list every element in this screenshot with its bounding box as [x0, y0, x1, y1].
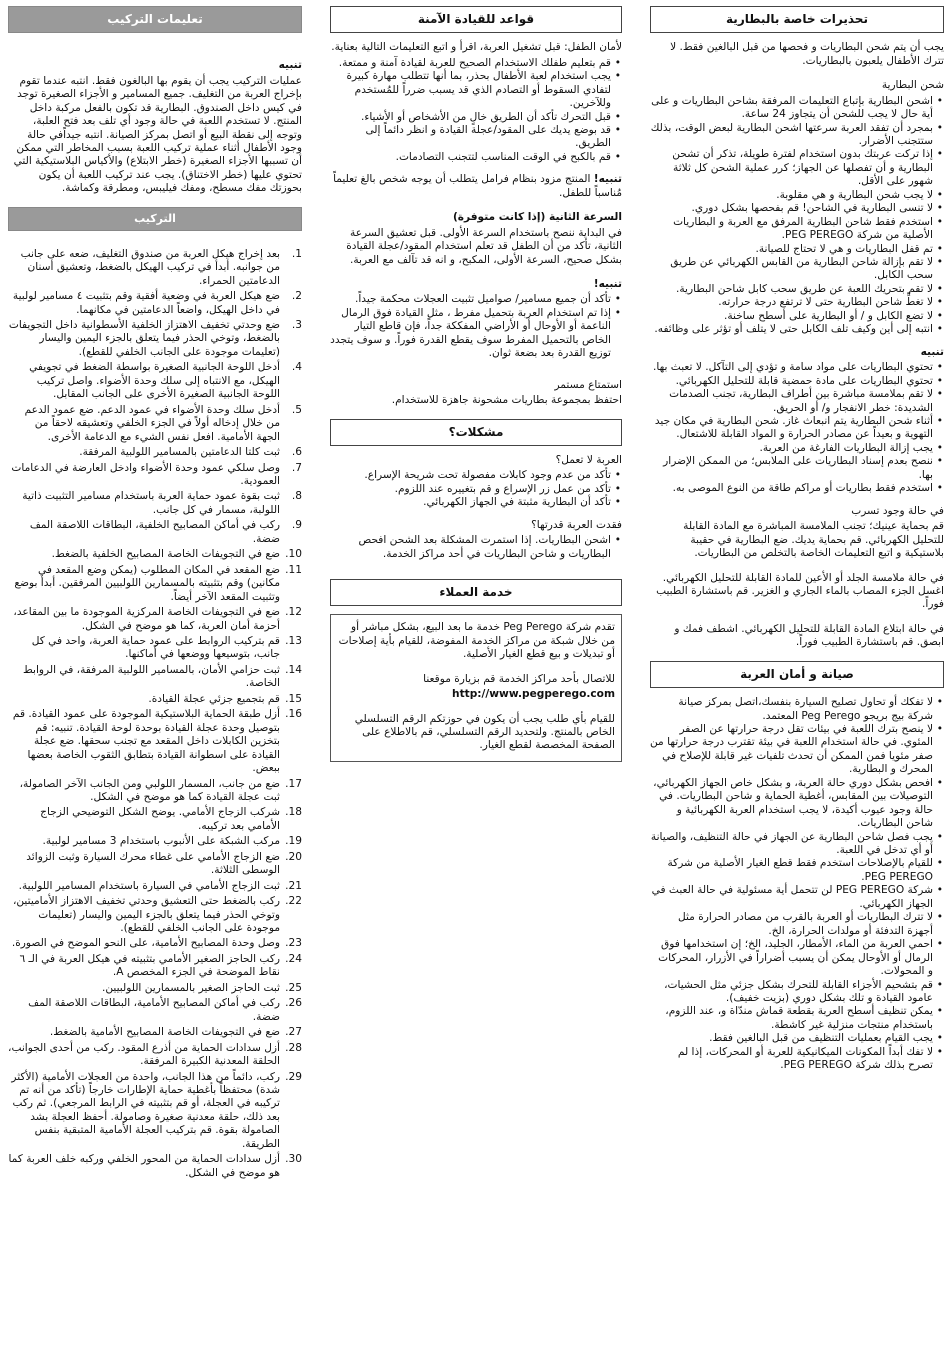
list-item: • تأكد من عمل زر الإسراع و قم بتغييره عند اللزوم.	[330, 483, 611, 496]
step-number: 3.	[291, 319, 302, 331]
step-number: 1.	[291, 247, 302, 260]
step-number: 28.	[285, 1041, 302, 1054]
list-item: • انتبه إلى أين وكيف تلف الكابل حتى لا يتلف أو تؤثر على وظائفه.	[650, 323, 933, 336]
skin-contact-text: في حالة ملامسة الجلد أو الأعين للمادة القابلة للتحليل الكهربائي. اغسل الجزء المصاب بالماء الجاري و الغزير. قم باستشارة الطبيب فوراً.	[656, 571, 944, 611]
list-item: • قم بتعليم طفلك الاستخدام الصحيح للعربة لقيادة آمنة و ممتعة.	[330, 57, 611, 70]
assembly-step	[8, 490, 302, 517]
list-item: • يمكن تنظيف أسطح العربة بقطعة قماش مندّاة و، عند اللزوم، باستخدام منتجات منزلية غير كاشطة.	[650, 1005, 933, 1032]
list-item: • تم قفل البطاريات و هي لا تحتاج للصيانة.	[650, 243, 933, 256]
problem-question-2: فقدت العربة قدرتها؟	[531, 518, 622, 531]
assembly-step	[8, 361, 302, 401]
list-item: • للقيام بالإصلاحات استخدم فقط قطع الغيار الأصلية من شركة PEG PEREGO.	[650, 857, 933, 884]
step-text: مركب الشبكة على الأنبوب باستخدام 3 مسامير لولبية.	[42, 835, 280, 848]
list-item: • لا تقم بإزالة شاحن البطارية من القابس الكهربائي عن طريق سحب الكابل.	[650, 256, 933, 283]
list-item: • تأكد أن البطارية مثبتة في الجهاز الكهربائي.	[330, 496, 611, 509]
assembly-step	[8, 290, 302, 317]
column-assembly	[8, 6, 302, 1182]
step-text: ثبت الزجاج الأمامي في السيارة باستخدام المسامير اللولبية.	[18, 879, 280, 892]
problem-list-1	[330, 469, 622, 509]
section-header-battery: تحذيرات خاصة بالبطارية	[650, 6, 944, 33]
leak-text: قم بحماية عينيك؛ تجنب الملامسة المباشرة مع المادة القابلة للتحليل الكهربائي. قم بحماية يديك. ضع البطارية في حقيبة بلاستيكية و اتبع التعليمات الخاصة بالتخلص من البطاريات.	[683, 520, 944, 560]
list-item: • إذا تم استخدام العربة بتحميل مفرط ، مثل القيادة فوق الرمال الناعمة أو الأوحال أو الأراضي المفككة جداً، فإن قاطع التيار الخاص بالتحميل المفرط سوف يقطع القدرة فوراً. و سوف يتجدد توزيع القدرة بعد بضعة ثوان.	[330, 307, 611, 361]
step-text: ثبت الحاجز الصغير بالمسمارين اللولبيين.	[101, 981, 280, 994]
step-number: 14.	[285, 663, 302, 676]
website-link[interactable]: http://www.pegperego.com	[452, 688, 615, 701]
list-item: • لا يجب شحن البطارية و هي مقلوبة.	[650, 189, 933, 202]
assembly-step	[8, 778, 302, 805]
assembly-step	[8, 1071, 302, 1152]
assembly-step	[8, 1153, 302, 1180]
step-text: بعد إخراج هيكل العربة من صندوق التغليف، ضعه على جانب من جوانبه. أبدأ في تركيب الهيكل بالضغط، وتعشيق أسنان الدعامتين الحمراء.	[20, 247, 280, 287]
list-item: • قد بوضع يديك على المقود/عجلة القيادة و انظر دائماً إلى الطريق.	[330, 124, 611, 151]
step-text: وصل سلكي عمود وحدة الأضواء وادخل العارضة في الدعامات العمودية.	[11, 461, 280, 487]
assembly-step	[8, 664, 302, 691]
service-text-1: تقدم شركة Peg Perego خدمة ما بعد البيع، بشكل مباشر أو من خلال شبكة من مراكز الخدمة المفوضة، للقيام بأية إصلاحات أو تبديلات و بيع قطع الغيار الأصلية.	[338, 621, 615, 661]
continuous-fun-title: استمتاع مستمر	[554, 378, 622, 391]
assembly-step	[8, 606, 302, 633]
step-text: ضع وحدتي تخفيف الاهتزاز الخلفية الأسطوانية داخل التجويفات بالضغط، وتوخي الحذر فيما يتعلق بالجزء اليمين واليسار (تعليمات موجودة على الجانب الخلفي للقطع).	[8, 319, 280, 358]
step-number: 24.	[285, 952, 302, 965]
brake-note-label: تنبيه!	[593, 173, 622, 186]
step-number: 22.	[285, 895, 302, 908]
step-number: 4.	[291, 361, 302, 374]
step-text: ثبت كلتا الدعامتين بالمسامير اللولبية المرفقة.	[79, 446, 280, 459]
problem-question-1: العربة لا تعمل؟	[555, 453, 622, 466]
list-item: • يجب إزالة البطاريات الفارغة من العربة.	[650, 442, 933, 455]
section-header-problems: مشكلات؟	[330, 419, 622, 446]
section-header-assembly-instructions: تعليمات التركيب	[8, 6, 302, 33]
list-item: • تحتوي البطاريات على مادة حمضية قابلة للتحليل الكهربائي.	[650, 375, 933, 388]
battery-intro: يجب أن يتم شحن البطاريات و فحصها من قبل البالغين فقط. لا تترك الأطفال يلعبون بالبطاريات.	[670, 41, 944, 67]
battery-warning-list	[650, 361, 944, 496]
assembly-step	[8, 635, 302, 662]
safe-driving-intro: لأمان الطفل: قبل تشغيل العربة، اقرأ و اتبع التعليمات التالية بعناية.	[331, 41, 622, 54]
assembly-step	[8, 1042, 302, 1069]
mid-warning-list	[330, 293, 622, 360]
step-text: ضع في التجويفات الخاصة المصابيح الخلفية بالضغط.	[51, 548, 280, 561]
step-text: ضع هيكل العربة في وضعية أفقية وقم بتثبيت ٤ مسامير لولبية في داخل الهيكل، واضعاً الدعامتين في مكانهما.	[12, 290, 280, 316]
list-item: • يجب فصل شاحن البطارية عن الجهاز في حالة التنظيف، والصيانة أو أي تدخل في اللعبة.	[650, 831, 933, 858]
list-item: • اشحن البطارية بإتباع التعليمات المرفقة بشاحن البطاريات و على أية حال لا يجب للشحن أن يتجاوز 24 ساعة.	[650, 95, 933, 122]
step-number: 19.	[285, 835, 302, 848]
assembly-step	[8, 895, 302, 935]
step-number: 2.	[291, 290, 302, 303]
assembly-warning-text: عمليات التركيب يجب أن يقوم بها البالغون فقط. انتبه عندما تقوم بإخراج العربة من التغليف. جميع المسامير و الأجزاء الصغيرة توجد في كيس داخل الصندوق. البطارية قد تكون بالفعل مركبة داخل المنتج. لا تستخدم اللعبة في حالة وجود أي تلف بعد فتح العلبة، وتوجه إلى نقطة البيع أو اتصل بمركز الصيانة. انتبه جيداًفي حالة وجود الأطفال أثناء عملية تركيب اللعبة بسبب المخاطر التي ممكن أن تسببها الأجزاء الصغيرة (خطر الابتلاع) والأكياس البلاستيكية التي تحتوي عليها (خطر الاختناق). يجب عند تركيب اللعبة أن يكون بحوزتك مفك مسطح، ومفك فيليبس، ومطرقة وكماشة.	[13, 74, 302, 195]
list-item: • لا تقم بتحريك اللعبة عن طريق سحب كابل شاحن البطارية.	[650, 283, 933, 296]
assembly-warning-title: تنبيه	[278, 59, 302, 72]
step-number: 26.	[285, 997, 302, 1010]
assembly-step	[8, 564, 302, 604]
list-item: • لا تقم بملامسة مباشرة بين أطراف البطارية، تجنب الصدمات الشديدة: خطر الانفجار و/ أو الحريق.	[650, 388, 933, 415]
list-item: • قبل التحرك تأكد أن الطريق خالٍ من الأشخاص أو الأشياء.	[330, 111, 611, 124]
step-number: 13.	[285, 634, 302, 647]
column-battery	[650, 6, 944, 1073]
customer-service-box	[330, 614, 622, 762]
service-text-2: للاتصال بأحد مراكز الخدمة قم بزيارة موقعنا	[423, 672, 615, 685]
brake-note	[330, 173, 622, 200]
step-number: 10.	[285, 548, 302, 561]
brake-note-text: المنتج مزود بنظام فرامل يتطلب أن يوجه شخص بالغ تعليماً مُناسباً للطفل.	[333, 173, 622, 199]
list-item: • ننصح بعدم إسناد البطاريات على الملابس؛ من الممكن الإضرار بها.	[650, 455, 933, 482]
service-text-3: للقيام بأي طلب يجب أن يكون في حوزتكم الرقم التسلسلي الخاص بالمنتج. ولتحديد الرقم التسلسلي، قم بالاطلاع على الصفحة المخصصة لقطع الغيار.	[354, 712, 615, 752]
step-text: شركب الزجاج الأمامي. يوضح الشكل التوضيحي الزجاج الأمامي بعد تركيبه.	[40, 806, 280, 832]
mid-warning-title: تنبيه!	[593, 278, 622, 291]
step-text: قم بتجميع جزئي عجلة القيادة.	[148, 692, 280, 705]
step-number: 17.	[285, 777, 302, 790]
assembly-step	[8, 248, 302, 288]
charge-title: شحن البطارية	[881, 79, 944, 92]
list-item: • شركة PEG PEREGO لن تتحمل أية مسئولية في حالة العبث في الجهاز الكهربائي.	[650, 884, 933, 911]
step-text: قم بتركيب الروابط على عمود حماية العربة، واحد في كل جانب، بتوسيعها ووضعها في أماكنها.	[31, 634, 280, 661]
step-number: 8.	[291, 490, 302, 503]
assembly-step	[8, 880, 302, 893]
assembly-steps-list	[8, 248, 302, 1180]
step-number: 5.	[291, 403, 302, 416]
step-number: 15.	[285, 692, 302, 705]
section-header-maintenance: صيانة و أمان العربة	[650, 661, 944, 688]
step-text: ركب الحاجز الصغير الأمامي بتثبيته في هيكل العربة في الـ ٦ نقاط الموضحة في الجزء المخصص A.	[19, 952, 280, 979]
step-number: 23.	[285, 937, 302, 950]
assembly-step	[8, 708, 302, 775]
list-item: • لا تنسى البطارية في الشاحن! قم بفحصها بشكل دوري.	[650, 202, 933, 215]
list-item: • قم بالكبح في الوقت المناسب لتتجنب التصادمات.	[330, 151, 611, 164]
step-number: 6.	[291, 446, 302, 459]
step-text: ركب في أماكن المصابيح الأمامية، البطاقات اللاصقة المف ضضة.	[28, 997, 280, 1023]
assembly-step	[8, 997, 302, 1024]
assembly-step	[8, 953, 302, 980]
list-item: • يجب القيام بعمليات التنظيف من قبل البالغين فقط.	[650, 1032, 933, 1045]
assembly-step	[8, 835, 302, 848]
step-text: ثبت حزامي الأمان، بالمسامير اللولبية المرفقة، في الروابط الخاصة.	[22, 663, 280, 690]
list-item: • قم بتشحيم الأجزاء القابلة للتحرك بشكل جزئي مثل الحشيات، عامود القيادة و تلك بشكل دوري (بزيت خفيف).	[650, 979, 933, 1006]
swallow-text: في حالة ابتلاع المادة القابلة للتحليل الكهربائي. اشطف فمك و ابصق. قم باستشارة الطبيب فوراً.	[674, 622, 944, 649]
list-item: • لا تفكك أو تحاول تصليح السيارة بنفسك،اتصل بمركز صيانة شركة بيج بريجو Peg Perego المعتمد.	[650, 696, 933, 723]
list-item: • احمي العربة من الماء، الأمطار، الجليد، الخ؛ إن استخدامها فوق الرمال أو الأوحال يمكن أن يسبب أضراراً في الأزرار، المحركات و المحولات.	[650, 938, 933, 978]
assembly-step	[8, 937, 302, 950]
list-item: • تأكد أن جميع مسامير/ صواميل تثبيت العجلات محكمة جيداً.	[330, 293, 611, 306]
step-text: ركب، دائماً من هذا الجانب، واحدة من العجلات الأمامية (الأكثر شدة) محتفظاً بأغطية حماية الإطارات خارجاً (تأكد من أنه تم تركيبه في العجلة، أو قم بتثبيته في الرابط المرجعي). ثم ركب بعد ذلك، حلقة معدنية صغيرة وصامولة. أحفظ العجلة بشد الصامولة بقوة. قم بتركيب العجلة الأمامية المتبقية بنفس الطريقة.	[11, 1070, 280, 1150]
section-header-safe-driving: قواعد للقيادة الآمنة	[330, 6, 622, 33]
assembly-step	[8, 851, 302, 878]
step-text: ضع المقعد في المكان المطلوب (يمكن وضع المقعد في مكانين) وقم بتثبيته بالمسمارين اللولبيين المرفقين. أبدأ بوضع وتثبيت المقعد الآخر أيضاً.	[14, 563, 280, 603]
list-item: • بمجرد أن تفقد العربة سرعتها اشحن البطارية لبعض الوقت، بذلك ستتجنب الأضرار.	[650, 122, 933, 149]
step-text: أزل طبقة الحماية البلاستيكية الموجودة على عمود القيادة. قم بتوصيل وحدة عجلة القيادة بوحدة لوحة القيادة. تنبيه: قم بتخزين الكابلات داخل المقعد مع تجنب سحقها. ضع عجلة القيادة على اسطوانة القيادة بتطابق الثقوب الخاصة بعضها ببعض.	[12, 708, 280, 775]
assembly-step	[8, 462, 302, 489]
section-header-assembly: التركيب	[8, 207, 302, 231]
list-item: • استخدم فقط بطاريات أو مراكم طاقة من النوع الموصى به.	[650, 482, 933, 495]
assembly-step	[8, 548, 302, 561]
list-item: • افحص بشكل دوري حالة العربة، و بشكل خاص الجهاز الكهربائي، التوصيلات بين المقابس، أغطية الحماية و شاحن البطاريات. في حالة وجود عيوب أكيدة، لا يجب استخدام العربة الكهربائية و شاحن البطاريات.	[650, 777, 933, 831]
assembly-step	[8, 446, 302, 459]
charge-list	[650, 95, 944, 337]
list-item: • لا تضع الكابل و / أو البطارية على أسطح ساخنة.	[650, 310, 933, 323]
step-number: 12.	[285, 606, 302, 619]
step-number: 11.	[285, 563, 302, 576]
list-item: • أثناء شحن البطارية يتم انبعاث غاز. شحن البطارية في مكان جيد التهوية و بعيداً عن مصادر الحرارة و المواد القابلة للاشتعال.	[650, 415, 933, 442]
step-text: أدخل سلك وحدة الأضواء في عمود الدعم. ضع عمود الدعم من خلال إدخاله أولاً في الجزء الخلفي وتعشيقه لاحقاً من الجهة الأمامية. افعل نفس الشيء مع الدعامة الأخرى.	[24, 403, 280, 443]
step-text: ركب بالضغط حتى التعشيق وحدتي تخفيف الاهتزاز الأماميتين، وتوخي الحذر فيما يتعلق بالجزء اليمين واليسار (تعليمات موجودة على الجانب الخلفي للقطع).	[12, 895, 280, 935]
step-text: ضع من جانب، المسمار اللولبي ومن الجانب الآخر الصامولة، ثبت عجلة القيادة كما هو موضح في الشكل.	[19, 777, 280, 803]
step-text: أدخل اللوحة الجانبية الصغيرة بواسطة الضغط في تجويفي الهيكل، مع الانتباه إلى سلك وحدة الأضواء. واصل تركيب اللوحة الجانبية الصغيرة الأخرى على الجانب المقابل.	[29, 361, 280, 401]
maintenance-list	[650, 696, 944, 1073]
list-item: • لا تترك البطاريات أو العربة بالقرب من مصادر الحرارة مثل أجهزة التدفئة أو مولدات الحرارة، الخ.	[650, 911, 933, 938]
list-item: • تأكد من عدم وجود كابلات مفصولة تحت شريحة الإسراع.	[330, 469, 611, 482]
step-number: 27.	[285, 1026, 302, 1039]
list-item: • لا ينصح بترك اللعبة في بيئات تقل درجة حرارتها عن الصفر المئوي. في حالة استخدام اللعبة في بيئة تقترب درجة حرارتها من صفر مئويا فمن الممكن أن تحدث تلفيات غير قابلة للإصلاح في المحرك و البطارية.	[650, 723, 933, 777]
battery-warning-title: تنبيه	[920, 345, 944, 358]
section-header-customer-service: خدمة العملاء	[330, 579, 622, 606]
assembly-step	[8, 519, 302, 546]
step-text: ضع في التجويفات الخاصة المصابيح الأمامية بالضغط.	[49, 1026, 280, 1039]
leak-title: في حالة وجود تسرب	[851, 504, 944, 517]
assembly-step	[8, 1026, 302, 1039]
list-item: • اشحن البطاريات. إذا استمرت المشكلة بعد الشحن افحص البطاريات و شاحن البطاريات في أحد مراكز الخدمة.	[330, 534, 611, 561]
second-speed-title: السرعة الثانية (إذا كانت متوفرة)	[452, 211, 622, 224]
list-item: • لا تفك أبداً المكونات الميكانيكية للعربة أو المحركات، إذا لم تصرح بذلك شركة PEG PEREGO.	[650, 1046, 933, 1073]
assembly-step	[8, 693, 302, 706]
assembly-step	[8, 404, 302, 444]
step-number: 7.	[291, 461, 302, 474]
step-number: 16.	[285, 708, 302, 721]
step-number: 29.	[285, 1070, 302, 1083]
step-number: 21.	[285, 879, 302, 892]
second-speed-text: في البداية ننصح باستخدام السرعة الأولى. قبل تعشيق السرعة الثانية، تأكد من أن الطفل قد تعلم استخدام المقود/عجلة القيادة بشكل صحيح، السرعة الأولى، المكبح، و انه قد تآلف مع العربة.	[346, 226, 622, 266]
step-number: 25.	[285, 981, 302, 994]
step-text: ركب في أماكن المصابيح الخلفية، البطاقات اللاصقة المف ضضة.	[29, 519, 280, 545]
list-item: • يجب استخدام لعبة الأطفال بحذر، بما أنها تتطلب مهارة كبيرة لتفادي السقوط أو التصادم الذي قد يسبب ضرراً للمُستخدم وللآخرين.	[330, 70, 611, 110]
step-text: أزل سدادات الحماية من أذرع المقود. ركب من أحدى الجوانب، الحلقة المعدنية الكبيرة المرفقة.	[8, 1041, 280, 1068]
problem-list-2	[330, 534, 622, 561]
column-safe-driving	[330, 6, 622, 772]
list-item: • تحتوي البطاريات على مواد سامة و تؤدي إلى التآكل. لا تعبث بها.	[650, 361, 933, 374]
step-number: 20.	[285, 850, 302, 863]
step-number: 30.	[285, 1153, 302, 1166]
list-item: • إذا تركت عربتك بدون استخدام لفترة طويلة، تذكر أن تشحن البطارية و أن تفصلها عن الجهاز؛ كرر عملية الشحن كل ثلاثة شهور على الأقل.	[650, 148, 933, 188]
step-text: وصل وحدة المصابيح الأمامية، على النحو الموضح في الصورة.	[11, 937, 280, 950]
safe-driving-list	[330, 57, 622, 165]
step-text: أزل سدادات الحماية من المحور الخلفي وركبه خلف العربة كما هو موضح في الشكل.	[8, 1153, 280, 1179]
continuous-fun-text: احتفظ بمجموعة بطاريات مشحونة جاهزة للاستخدام.	[391, 394, 622, 407]
assembly-step	[8, 982, 302, 995]
assembly-step	[8, 319, 302, 359]
assembly-step	[8, 806, 302, 833]
step-text: ثبت بقوة عمود حماية العربة باستخدام مسامير التثبيت ذاتية اللولبة، مسمار في كل جانب.	[22, 490, 280, 516]
step-text: ضع في التجويفات الخاصة المركزية الموجودة ما بين المقاعد، أحزمة أمان العربة، كما هو موضح في الشكل.	[13, 606, 280, 632]
step-text: ضع الزجاج الأمامي على غطاء محرك السيارة وثبت الزوائد الوسطى الثلاثة.	[26, 850, 280, 877]
step-number: 18.	[285, 806, 302, 819]
list-item: • لا تغطِّ شاحن البطارية حتى لا ترتفع درجة حرارته.	[650, 296, 933, 309]
step-number: 9.	[291, 519, 302, 532]
list-item: • استخدم فقط شاحن البطارية المرفق مع العربة و البطاريات الأصلية من شركة PEG PEREGO.	[650, 216, 933, 243]
